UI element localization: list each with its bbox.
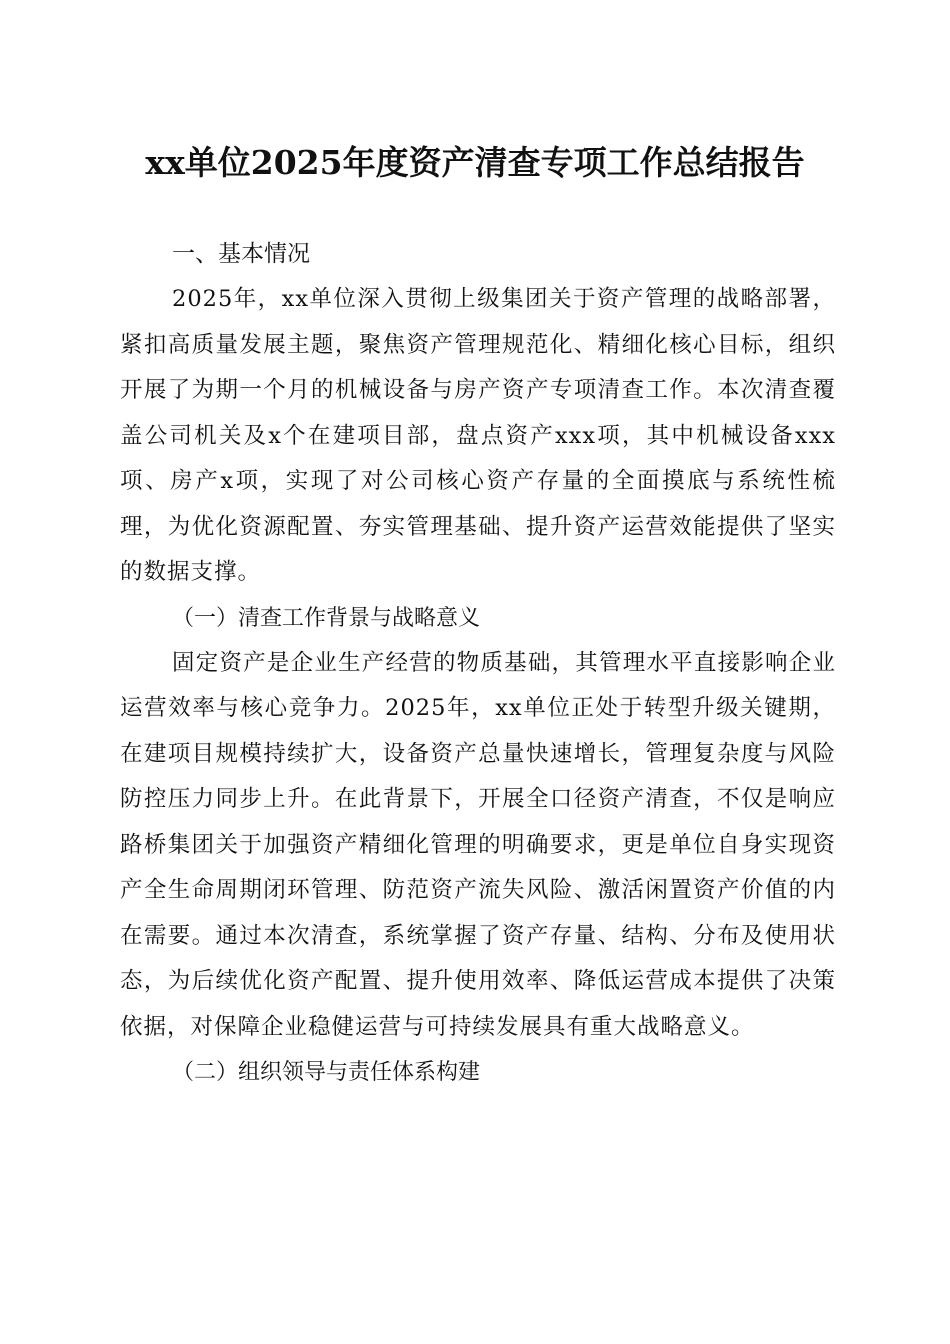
paragraph-basic-info: 2025年，xx单位深入贯彻上级集团关于资产管理的战略部署，紧扣高质量发展主题，聚焦资产管理规范化、精细化核心目标，组织开展了为期一个月的机械设备与房产资产专项清查工作。本次清查覆盖公司机关及x个在建项目部，盘点资产xxx项，其中机械设备xxx项、房产x项，实现了对公司核心资产存量的全面摸底与系统性梳理，为优化资源配置、夯实管理基础、提升资产运营效能提供了坚实的数据支撑。 <box>120 286 836 585</box>
document-title: xx单位2025年度资产清查专项工作总结报告 <box>145 143 805 182</box>
document-body <box>120 232 836 1095</box>
subsection-heading-organization: （二）组织领导与责任体系构建 <box>172 1060 481 1085</box>
section-heading-basic-info: 一、基本情况 <box>172 241 310 267</box>
subsection-heading-background: （一）清查工作背景与战略意义 <box>172 605 481 631</box>
paragraph-background: 固定资产是企业生产经营的物质基础，其管理水平直接影响企业运营效率与核心竞争力。2025年，xx单位正处于转型升级关键期，在建项目规模持续扩大，设备资产总量快速增长，管理复杂度与风险防控压力同步上升。在此背景下，开展全口径资产清查，不仅是响应路桥集团关于加强资产精细化管理的明确要求，更是单位自身实现资产全生命周期闭环管理、防范资产流失风险、激活闲置资产价值的内在需要。通过本次清查，系统掌握了资产存量、结构、分布及使用状态，为后续优化资产配置、提升使用效率、降低运营成本提供了决策依据，对保障企业稳健运营与可持续发展具有重大战略意义。 <box>120 649 836 1040</box>
